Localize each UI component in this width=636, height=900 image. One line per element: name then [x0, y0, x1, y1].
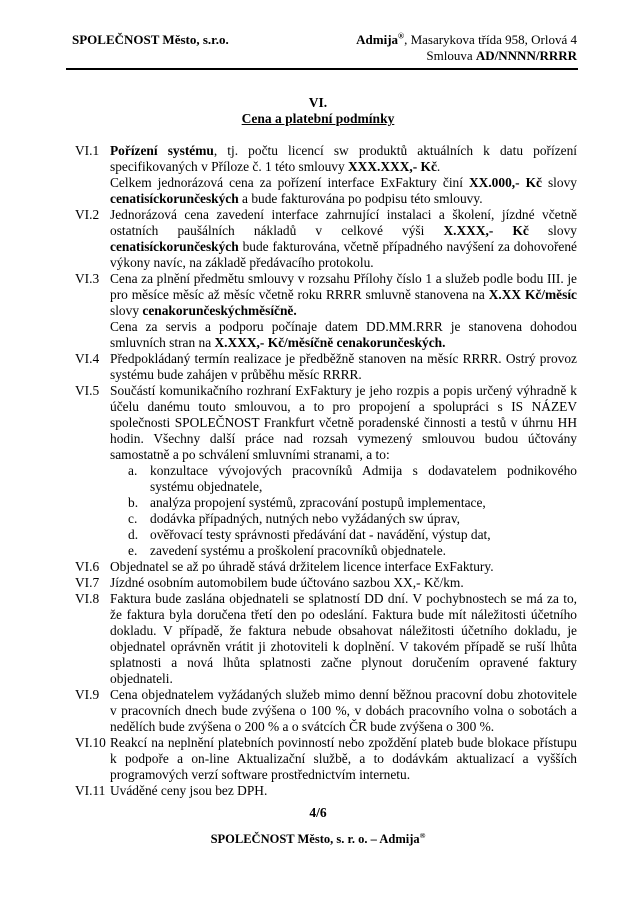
sublist-text — [150, 463, 577, 495]
text-run: X.XXX,- Kč/měsíčně cenakorunčeských. — [214, 335, 446, 350]
sublist-text — [150, 495, 577, 511]
clause-paragraph — [110, 351, 577, 383]
clause-number: VI.4 — [75, 351, 100, 366]
sublist-text — [150, 511, 577, 527]
clause-body — [110, 351, 577, 383]
sublist-item-a — [128, 463, 577, 495]
text-run: bude fakturována, včetně případného navýšení za dohovořené výkony navíc, na základě předávacího protokolu. — [110, 239, 577, 270]
text-run: Cena objednatelem vyžádaných služeb mimo denní běžnou pracovní dobu zhotovitele v pracovních dnech bude zvýšena o 100 %, v dobách pracovního volna o sobotách a nedělích bude zvýšena o 200 % a o svátcích ČR bude zvýšena o 300 %. — [110, 687, 577, 734]
text-run: cenatisíckorunčeských — [110, 239, 239, 254]
clause-paragraph — [110, 207, 577, 271]
text-run: Admija — [356, 32, 399, 47]
sublist-item-b — [128, 495, 577, 511]
text-run: ® — [419, 830, 426, 840]
clause-vi-7 — [75, 575, 577, 591]
clause-paragraph — [110, 559, 577, 575]
text-run: ® — [398, 31, 405, 41]
sublist-marker: b. — [128, 495, 139, 510]
clause-body — [110, 735, 577, 783]
text-run: Objednatel se až po úhradě stává držitelem licence interface ExFaktury. — [110, 559, 494, 574]
header-supplier-address — [356, 32, 577, 48]
clause-vi-2 — [75, 207, 577, 271]
text-run: Předpokládaný termín realizace je předběžně stanoven na měsíc RRRR. Ostrý provoz systému bude zahájen v průběhu měsíc RRRR. — [110, 351, 577, 382]
header-right-block — [356, 32, 577, 63]
clause-vi-11 — [75, 783, 577, 799]
section-heading: Cena a platební podmínky — [241, 111, 395, 126]
text-run: AD/NNNN/RRRR — [475, 47, 577, 63]
clause-number: VI.7 — [75, 575, 100, 590]
text-run: XXX.XXX,- Kč — [348, 159, 437, 174]
section-title-block — [0, 95, 636, 127]
text-run: XX.000,- Kč — [468, 175, 542, 190]
sublist-marker: e. — [128, 543, 138, 558]
text-run: Celkem jednorázová cena za pořízení interface ExFaktury činí — [110, 175, 469, 190]
text-run: Jízdné osobním automobilem bude účtováno sazbou XX,- Kč/km. — [110, 575, 464, 590]
clause-paragraph — [110, 591, 577, 687]
clause-body — [110, 207, 577, 271]
sublist-marker: d. — [128, 527, 139, 542]
text-run: Jednorázová cena zavedení interface zahrnující instalaci a školení, jízdné včetně ostatních paušálních nákladů v celkové výši — [110, 207, 577, 238]
clause-vi-1 — [75, 143, 577, 207]
clause-paragraph — [110, 143, 577, 175]
clause-paragraph — [110, 575, 577, 591]
text-run: Pořízení systému — [110, 143, 214, 158]
clause-paragraph — [110, 735, 577, 783]
header-company-name: SPOLEČNOST Město, s.r.o. — [72, 32, 229, 47]
sublist-item-e — [128, 543, 577, 559]
text-run: , Masarykova třída 958, Orlová 4 — [404, 32, 577, 47]
clause-number: VI.11 — [75, 783, 106, 798]
text-run: slovy — [541, 175, 577, 190]
clause-paragraph — [110, 687, 577, 735]
sublist-item-d — [128, 527, 577, 543]
sublist-marker: a. — [128, 463, 138, 478]
page-number: 4/6 — [309, 805, 327, 820]
clause-number: VI.8 — [75, 591, 100, 606]
text-run: Součástí komunikačního rozhraní ExFaktury je jeho rozpis a popis určený výhradně k účelu danému touto smlouvou, a to pro propojení a spolupráci s IS NÁZEV společnosti SPOLEČNOST Frankfurt včetně poradenské činnosti a testů v úhrnu HH hodin. Všechny další práce nad rozsah vymezený smlouvou budou účtovány samostatně a po schválení smluvními stranami, a to: — [110, 383, 577, 462]
clause-paragraph — [110, 783, 577, 799]
clause-paragraph — [110, 383, 577, 463]
text-run: a bude fakturována po podpisu této smlouvy. — [238, 191, 483, 206]
footer-company-line — [0, 832, 636, 847]
text-run: X.XX Kč/měsíc — [488, 287, 577, 302]
clause-vi-3 — [75, 271, 577, 351]
clause-paragraph — [110, 271, 577, 319]
clause-number: VI.3 — [75, 271, 100, 286]
text-run: Faktura bude zaslána objednateli se splatností DD dní. V pochybnostech se má za to, že faktura byla doručena třetí den po odeslání. Faktura bude mít náležitosti účetního dokladu. V případě, že faktura nebude obsahovat náležitosti účetního dokladu, je objednatel oprávněn vrátit ji zhotoviteli k doplnění. V takovém případě se ruší lhůta splatnosti a nová lhůta splatnosti začne plynout doručením opravené faktury objednateli. — [110, 591, 577, 686]
clause-body — [110, 783, 577, 799]
clause-body — [110, 575, 577, 591]
text-run: Reakcí na neplnění platebních povinností nebo zpoždění plateb bude blokace přístupu k podpoře a on-line Aktualizační službě, a to dodávkám aktualizací a vyšších programových verzí software prostřednictvím internetu. — [110, 735, 577, 782]
clause-number: VI.9 — [75, 687, 100, 702]
text-run: Cena za servis a podporu počínaje datem DD.MM.RRR je stanovena dohodou smluvních stran na — [110, 319, 577, 350]
text-run: X.XXX,- Kč — [443, 223, 529, 238]
clause-vi-8 — [75, 591, 577, 687]
text-run: cenatisíckorunčeských — [110, 191, 239, 206]
clause-body — [110, 271, 577, 351]
clause-body — [110, 143, 577, 207]
text-run: SPOLEČNOST Město, s. r. o. – Admija — [210, 832, 420, 846]
clause-vi-5 — [75, 383, 577, 559]
document-header — [0, 0, 636, 63]
clause-number: VI.6 — [75, 559, 100, 574]
clause-body — [110, 383, 577, 559]
sublist-item-c — [128, 511, 577, 527]
clause-vi-10 — [75, 735, 577, 783]
clause-number: VI.1 — [75, 143, 100, 158]
clause-body — [110, 591, 577, 687]
sublist-marker: c. — [128, 511, 138, 526]
header-divider — [66, 68, 578, 70]
clause-vi-6 — [75, 559, 577, 575]
sublist-text — [150, 527, 577, 543]
clause-vi-4 — [75, 351, 577, 383]
text-run: slovy — [528, 223, 577, 238]
text-run: ověřovací testy správnosti předávání dat - navádění, výstup dat, — [150, 527, 491, 542]
text-run: analýza propojení systémů, zpracování postupů implementace, — [150, 495, 486, 510]
text-run: konzultace vývojových pracovníků Admija s dodavatelem podnikového systému objednatele, — [150, 463, 577, 494]
section-number: VI. — [308, 95, 328, 110]
clause-body — [110, 559, 577, 575]
clause-number: VI.2 — [75, 207, 100, 222]
text-run: slovy — [110, 303, 143, 318]
clause-body — [110, 687, 577, 735]
text-run: . — [436, 159, 441, 174]
text-run: zavedení systému a proškolení pracovníků objednatele. — [150, 543, 446, 558]
sublist-text — [150, 543, 577, 559]
clause-paragraph — [110, 319, 577, 351]
text-run: Uváděné ceny jsou bez DPH. — [110, 783, 268, 798]
clause-number: VI.10 — [75, 735, 106, 750]
clauses-container — [75, 143, 577, 799]
text-run: Cena za plnění předmětu smlouvy v rozsahu Přílohy číslo 1 a služeb podle bodu III. je pro měsíce měsíc až měsíc včetně roku RRRR smluvně stanovena na — [110, 271, 577, 302]
text-run: , tj. počtu licencí sw produktů aktuálních k datu pořízení specifikovaných v Příloze č. 1 této smlouvy — [110, 143, 577, 174]
text-run: dodávka případných, nutných nebo vyžádaných sw úprav, — [150, 511, 460, 526]
text-run: cenakorunčeskýchměsíčně. — [142, 303, 297, 318]
text-run: Smlouva — [426, 47, 476, 63]
header-contract-number — [356, 48, 577, 64]
clause-number: VI.5 — [75, 383, 100, 398]
clause-vi-9 — [75, 687, 577, 735]
clause-paragraph — [110, 175, 577, 207]
